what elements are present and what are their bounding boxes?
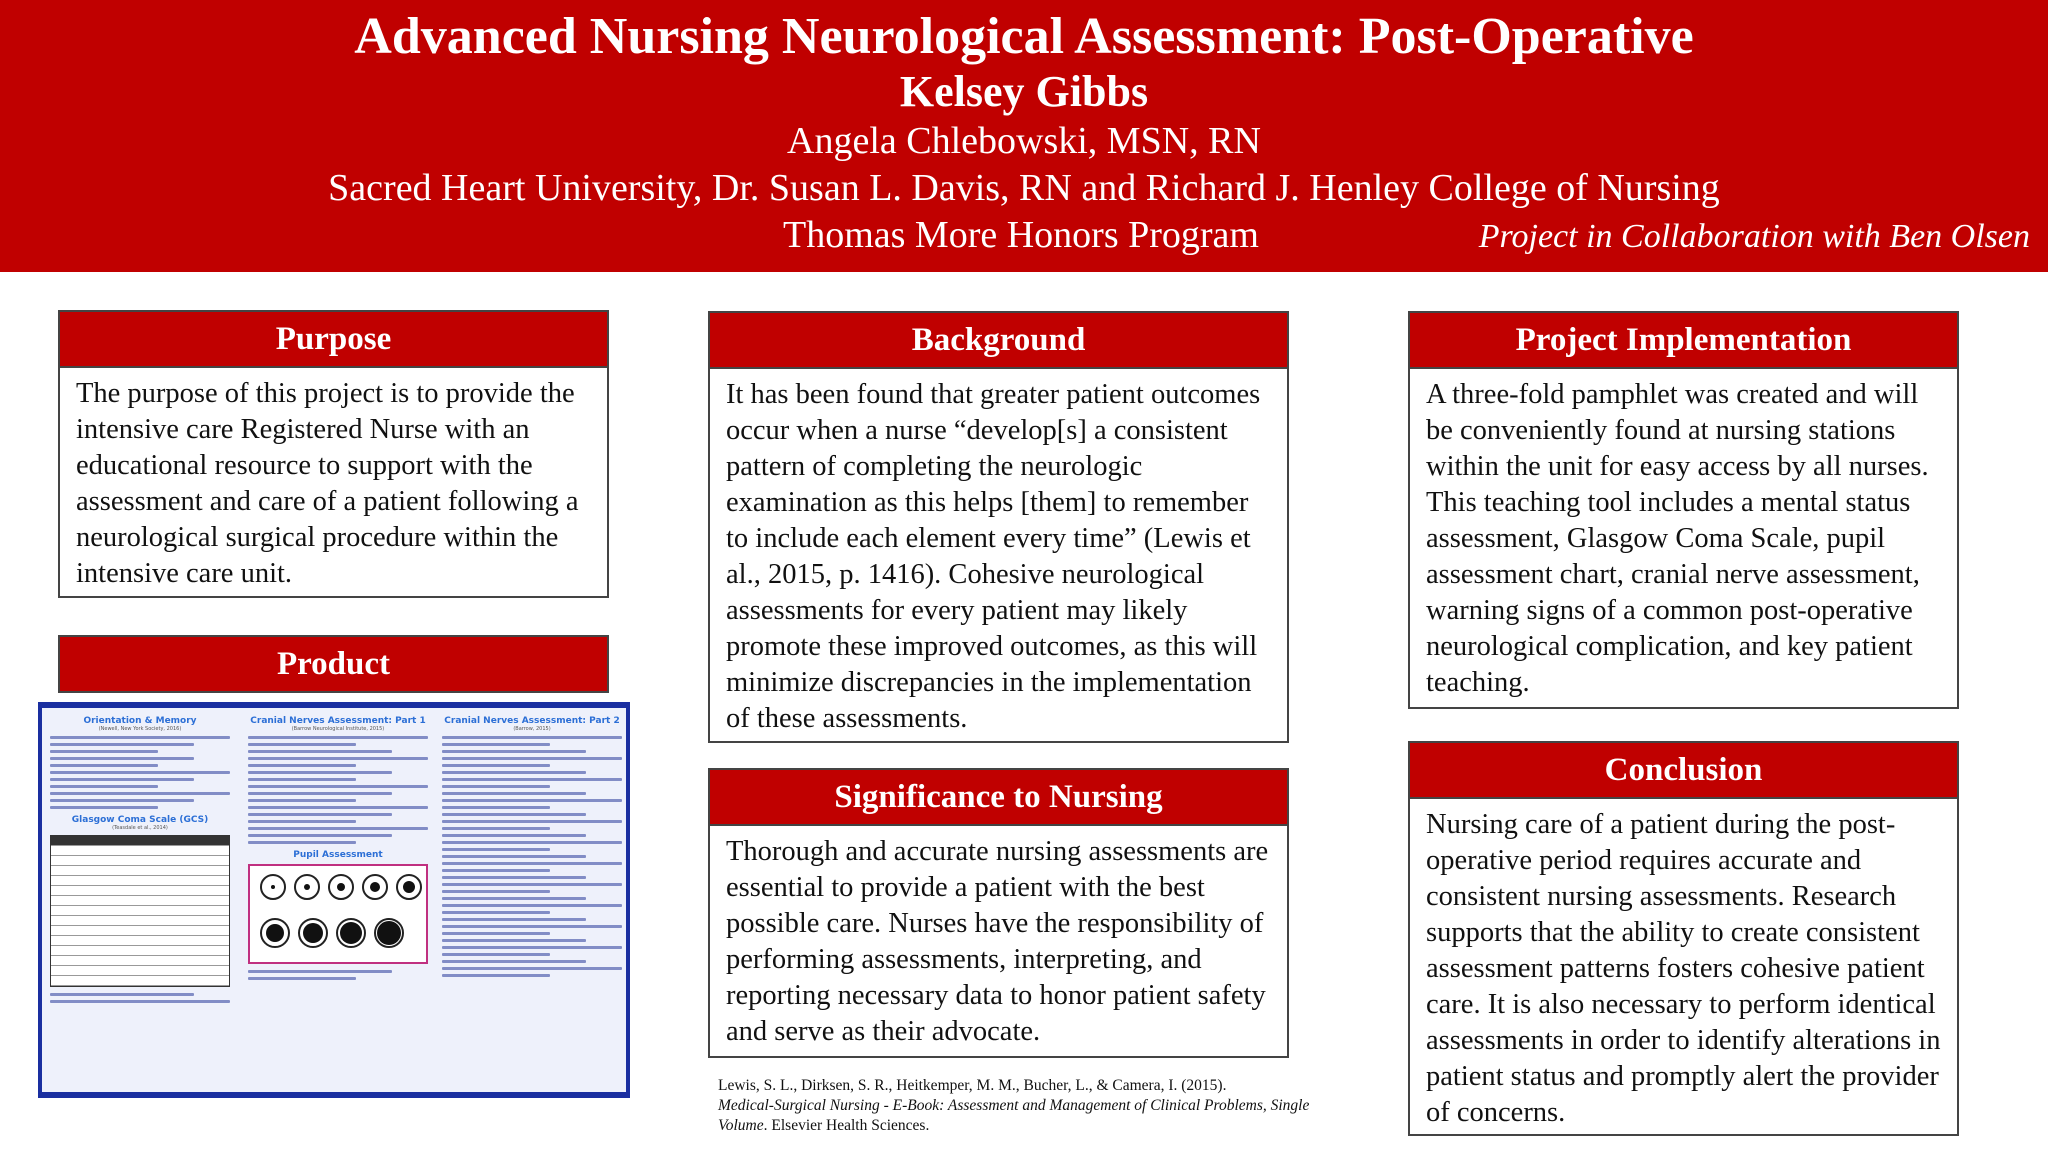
implementation-heading: Project Implementation xyxy=(1410,313,1957,369)
background-heading: Background xyxy=(710,313,1287,369)
pamphlet-column-2 xyxy=(248,716,428,984)
conclusion-body: Nursing care of a patient during the post-operative period requires accurate and consistent nursing assessments. Research supports that the ability to create consistent assessment patterns fosters cohesive patient care. It is also necessary to perform identical assessments in order to identify alterations in patient status and promptly alert the provider of concerns. xyxy=(1426,809,1941,1128)
pamphlet-pupil-title: Pupil Assessment xyxy=(293,850,383,860)
pamphlet-gcs-table xyxy=(50,835,230,987)
institution-name: Sacred Heart University, Dr. Susan L. Davis, RN and Richard J. Henley College of Nursing xyxy=(328,167,1720,209)
pamphlet-cranial-1-title: Cranial Nerves Assessment: Part 1 xyxy=(250,716,426,726)
author-name: Kelsey Gibbs xyxy=(899,67,1149,116)
purpose-section xyxy=(58,310,609,598)
pamphlet-gcs-source: (Teasdale et al., 2014) xyxy=(112,825,168,831)
pamphlet-gcs-title: Glasgow Coma Scale (GCS) xyxy=(71,815,209,825)
pamphlet-cranial-1-source: (Barrow Neurological Institute, 2015) xyxy=(291,726,385,732)
background-body: It has been found that greater patient outcomes occur when a nurse “develop[s] a consistent pattern of completing the neurologic examination as this helps [them] to remember to include each element every time” (Lewis et al., 2015, p. 1416). Cohesive neurological assessments for every patient may likely promote these improved outcomes, as this will minimize discrepancies in the implementation of these assessments. xyxy=(726,379,1261,734)
collaboration-note: Project in Collaboration with Ben Olsen xyxy=(1478,218,2030,255)
product-section xyxy=(58,635,609,693)
implementation-body: A three-fold pamphlet was created and will be conveniently found at nursing stations within the unit for easy access by all nurses. This teaching tool includes a mental status assessment, Glasgow Coma Scale, pupil assessment chart, cranial nerve assessment, warning signs of a common post-operative neurological complication, and key patient teaching. xyxy=(1426,379,1929,698)
conclusion-heading: Conclusion xyxy=(1410,743,1957,799)
purpose-body: The purpose of this project is to provide the intensive care Registered Nurse with an educational resource to support with the assessment and care of a patient following a neurological surgical procedure within the intensive care unit. xyxy=(76,378,579,589)
implementation-section xyxy=(1408,311,1959,709)
pamphlet-pupil-chart xyxy=(248,864,428,964)
significance-heading: Significance to Nursing xyxy=(710,770,1287,826)
reference-book-title: Medical-Surgical Nursing - E-Book: Assessment and Management of Clinical Problems, Single Volume xyxy=(718,1097,1310,1134)
conclusion-section xyxy=(1408,741,1959,1136)
pamphlet-cranial-2-title: Cranial Nerves Assessment: Part 2 xyxy=(444,716,620,726)
pamphlet-orientation-title: Orientation & Memory xyxy=(83,716,197,726)
poster-title: Advanced Nursing Neurological Assessment: Post-Operative xyxy=(354,8,1694,65)
significance-section xyxy=(708,768,1289,1058)
background-section xyxy=(708,311,1289,743)
product-heading: Product xyxy=(60,637,607,691)
poster-header xyxy=(0,0,2048,272)
advisor-name: Angela Chlebowski, MSN, RN xyxy=(787,120,1261,162)
pamphlet-orientation-source: (Newell, New York Society, 2016) xyxy=(98,726,182,732)
reference-publisher: . Elsevier Health Sciences. xyxy=(763,1117,930,1134)
reference-authors: Lewis, S. L., Dirksen, S. R., Heitkemper, M. M., Bucher, L., & Camera, I. (2015). xyxy=(718,1077,1227,1094)
significance-body: Thorough and accurate nursing assessments are essential to provide a patient with the best possible care. Nurses have the responsibility of performing assessments, interpreting, and reporting necessary data to honor patient safety and serve as their advocate. xyxy=(726,836,1269,1047)
pamphlet-column-1 xyxy=(50,716,230,1007)
purpose-heading: Purpose xyxy=(60,312,607,368)
program-name: Thomas More Honors Program xyxy=(783,214,1259,256)
pamphlet-image xyxy=(38,702,630,1098)
pamphlet-column-3 xyxy=(442,716,622,981)
pamphlet-cranial-2-source: (Barrow, 2015) xyxy=(513,726,551,732)
reference-citation xyxy=(718,1076,1348,1136)
